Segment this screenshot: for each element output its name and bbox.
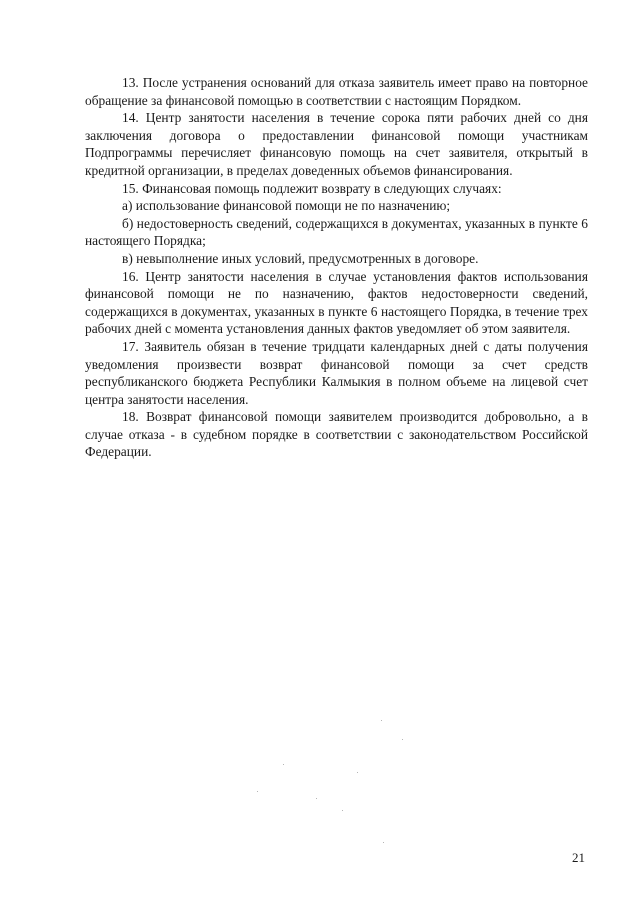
paragraph-15-item-c: в) невыполнение иных условий, предусмотренных в договоре. [122,250,479,266]
scan-speck [381,720,382,721]
paragraph-17: 17. Заявитель обязан в течение тридцати календарных дней с даты получения уведомления произвести возврат финансовой помощи за счет средств республиканского бюджета Республики Калмыкия в полном объеме на лицевой счет центра занятости населения. [85,338,588,407]
scan-speck [283,764,284,765]
scan-speck [357,772,358,773]
scan-speck [316,798,317,799]
page-number: 21 [572,850,585,865]
paragraph-18: 18. Возврат финансовой помощи заявителем производится добровольно, а в случае отказа - в судебном порядке в соответствии с законодательством Российской Федерации. [85,409,588,460]
scan-speck [342,810,343,811]
scan-speck [383,842,384,843]
paragraph-15-item-b: б) недостоверность сведений, содержащихся в документах, указанных в пункте 6 настоящего Порядка; [85,215,588,249]
paragraph-15-item-a: а) использование финансовой помощи не по назначению; [122,198,451,214]
paragraph-15: 15. Финансовая помощь подлежит возврату в следующих случаях: [122,180,502,196]
scan-speck [402,739,403,740]
paragraph-16: 16. Центр занятости населения в случае установления фактов использования финансовой помощи не по назначению, фактов недостоверности сведений, содержащихся в документах, указанных в пункте 6 настоящего Порядка, в течение трех рабочих дней с момента установления данных фактов уведомляет об этом заявителя. [85,268,588,337]
paragraph-14: 14. Центр занятости населения в течение сорока пяти рабочих дней со дня заключения договора о предоставлении финансовой помощи участникам Подпрограммы перечисляет финансовую помощь на счет заявителя, открытый в кредитной организации, в пределах доведенных объемов финансирования. [85,110,588,178]
document-body [85,74,588,461]
scan-speck [257,791,258,792]
paragraph-13: 13. После устранения оснований для отказа заявитель имеет право на повторное обращение за финансовой помощью в соответствии с настоящим Порядком. [85,75,588,108]
